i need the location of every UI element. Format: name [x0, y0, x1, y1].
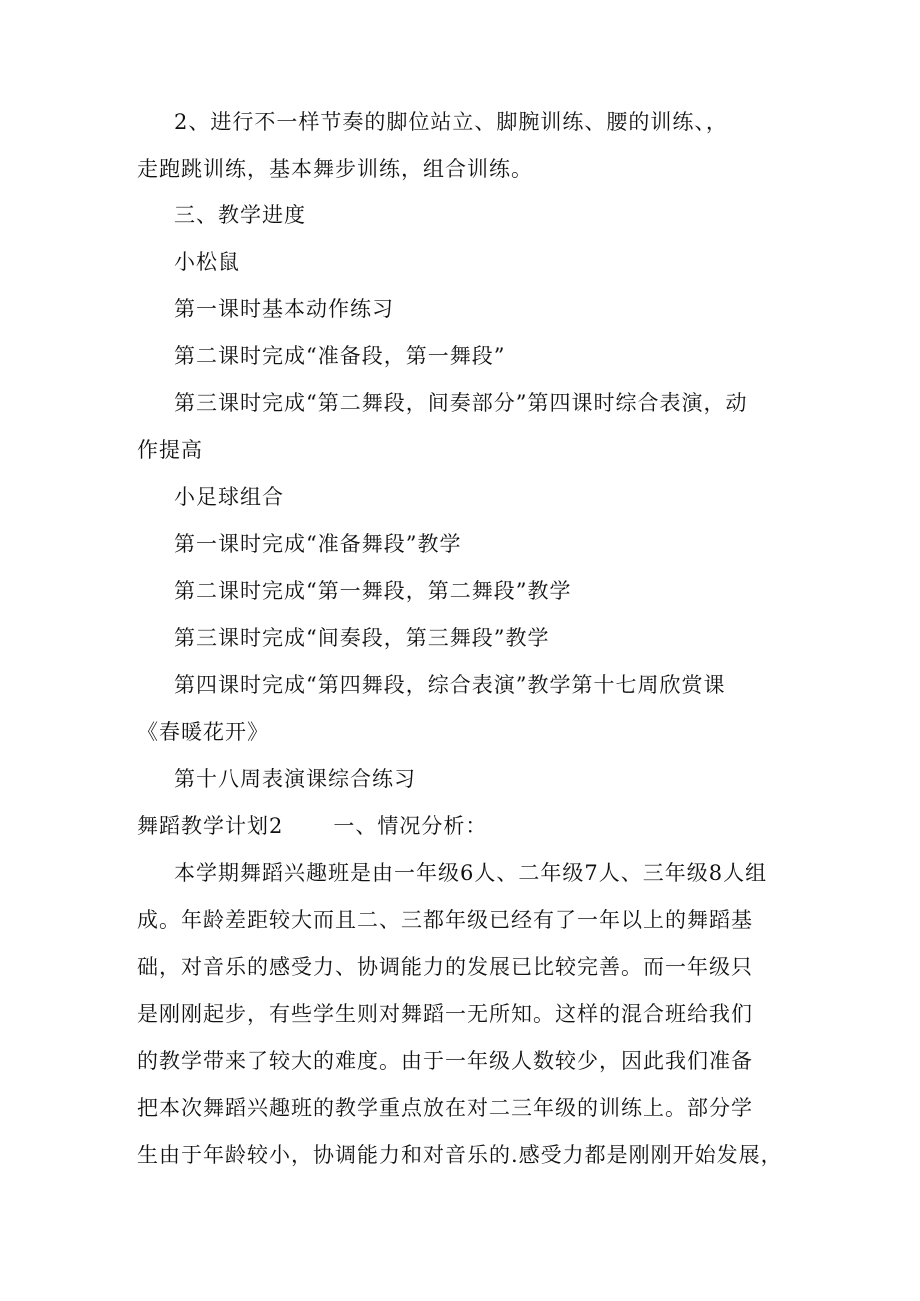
- body-line-1: 本学期舞蹈兴趣班是由一年级6人、二年级7人、三年级8人组: [174, 861, 768, 885]
- body-line-7: 生由于年龄较小，协调能力和对音乐的.感受力都是刚刚开始发展，: [137, 1143, 783, 1167]
- text-line-5: 第一课时基本动作练习: [174, 297, 394, 321]
- text-line-6: 第二课时完成“准备段，第一舞段”: [174, 344, 506, 368]
- text-line-11: 第二课时完成“第一舞段，第二舞段”教学: [174, 579, 572, 603]
- section-subtitle: 一、情况分析：: [333, 814, 488, 838]
- section-title-line: [137, 812, 797, 840]
- subheading-football: 小足球组合: [174, 485, 284, 509]
- body-line-6: 把本次舞蹈兴趣班的教学重点放在对二三年级的训练上。部分学: [137, 1096, 753, 1120]
- section-title: 舞蹈教学计划2: [137, 814, 284, 838]
- text-line-12: 第三课时完成“间奏段，第三舞段”教学: [174, 626, 550, 650]
- body-line-2: 成。年龄差距较大而且二、三都年级已经有了一年以上的舞蹈基: [137, 908, 753, 932]
- subheading-squirrel: 小松鼠: [174, 250, 240, 274]
- section-heading-progress: 三、教学进度: [174, 203, 306, 227]
- text-line-7: 第三课时完成“第二舞段，间奏部分”第四课时综合表演，动: [174, 391, 748, 415]
- text-line-8: 作提高: [137, 438, 203, 462]
- text-line-10: 第一课时完成“准备舞段”教学: [174, 532, 462, 556]
- body-line-4: 是刚刚起步，有些学生则对舞蹈一无所知。这样的混合班给我们: [137, 1002, 753, 1026]
- body-line-3: 础，对音乐的感受力、协调能力的发展已比较完善。而一年级只: [137, 955, 753, 979]
- text-line-2: 走跑跳训练，基本舞步训练，组合训练。: [137, 157, 533, 181]
- text-line-13: 第四课时完成“第四舞段，综合表演”教学第十七周欣赏课: [174, 673, 726, 697]
- text-line-14: 《春暖花开》: [137, 720, 269, 744]
- text-line-1: 2、进行不一样节奏的脚位站立、脚腕训练、腰的训练、，: [174, 110, 728, 134]
- body-line-5: 的教学带来了较大的难度。由于一年级人数较少，因此我们准备: [137, 1049, 753, 1073]
- text-line-15: 第十八周表演课综合练习: [174, 767, 416, 791]
